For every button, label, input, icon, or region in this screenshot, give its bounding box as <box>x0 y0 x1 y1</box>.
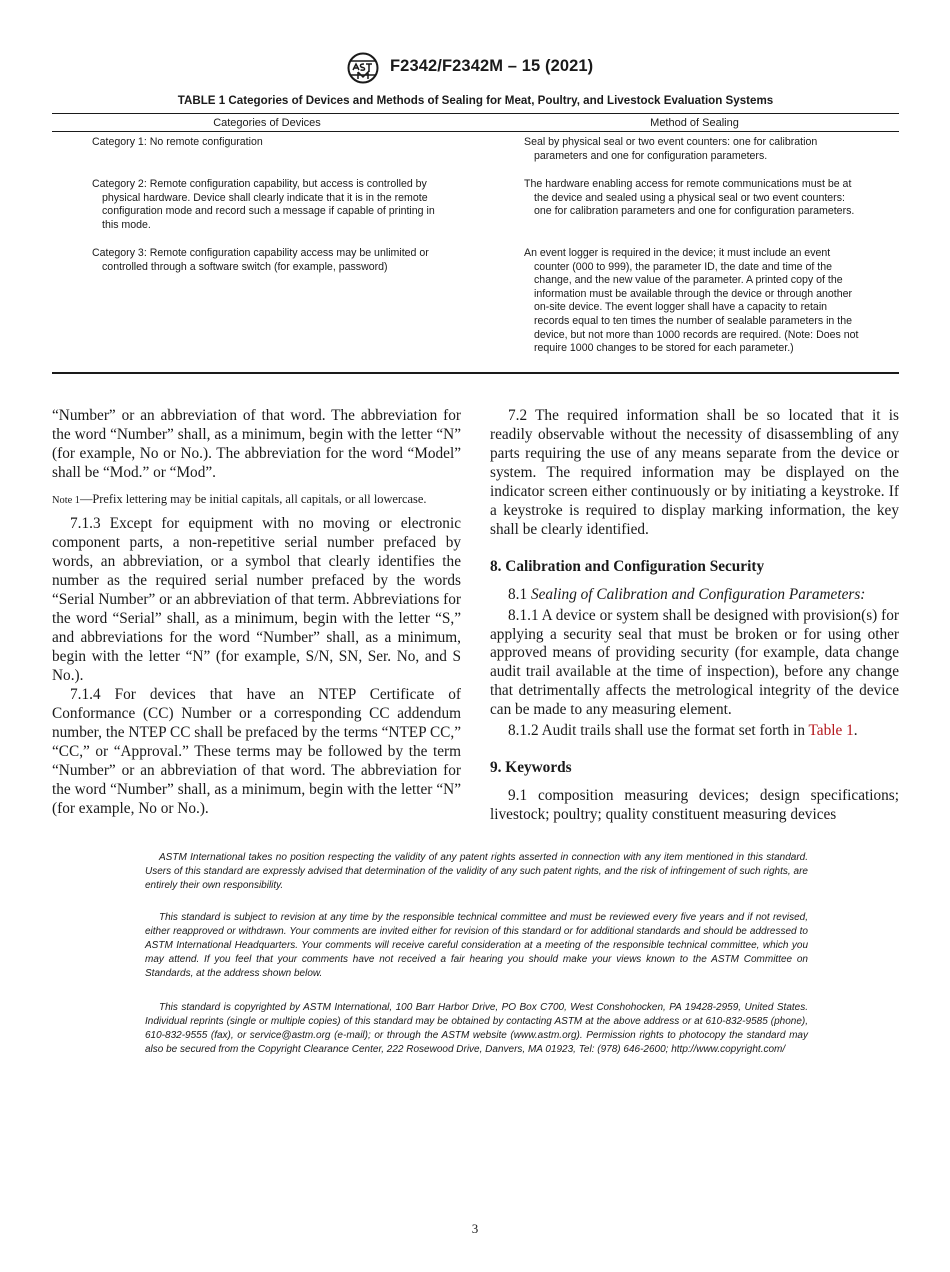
table-header-categories: Categories of Devices <box>213 117 321 129</box>
table-top-rule <box>52 113 899 114</box>
section-8-heading: 8. Calibration and Configuration Security <box>490 557 765 575</box>
note-1 <box>52 492 461 509</box>
table-cell-category-3: Category 3: Remote configuration capability access may be unlimited or controlled through a software switch (for example, password) <box>92 247 429 273</box>
paragraph-7-1-4: 7.1.4 For devices that have an NTEP Certificate of Conformance (CC) Number or a corresponding CC addendum number, the NTEP CC shall be prefaced by the terms “NTEP CC,” “CC,” or “Approval.” These terms may be followed by the term “Number” or an abbreviation of that word. The abbreviation for the word “Number” shall, as a minimum, begin with the letter “N” (for example, No or No.). <box>52 685 461 817</box>
note-text: —Prefix lettering may be initial capitals, all capitals, or all lowercase. <box>80 491 427 506</box>
table-cell-method-1: Seal by physical seal or two event counters: one for calibration parameters and one for configuration parameters. <box>524 136 818 162</box>
paragraph-7-1-3: 7.1.3 Except for equipment with no moving or electronic component parts, a non-repetitive serial number prefaced by words, an abbreviation, or a symbol that clearly identifies the number as the required serial number prefaced by the words “Serial Number” or an abbreviation of that term. Abbreviations for the word “Serial” shall, as a minimum, begin with the letter “S,” and abbreviations for the word “Number” shall, as a minimum, begin with the letter “N” (for example, S/N, SN, Ser. No, and S No.). <box>52 515 461 684</box>
table-cell-method-2: The hardware enabling access for remote communications must be at the device and sealed using a physical seal or two event counters: one for calibration parameters and one for configuration parameters. <box>524 178 855 218</box>
paragraph-8-1-number: 8.1 <box>508 585 528 603</box>
paragraph-9-1: 9.1 composition measuring devices; design specifications; livestock; poultry; quality constituent measuring devices <box>490 787 899 824</box>
left-column <box>52 407 461 819</box>
paragraph-8-1-2-text: 8.1.2 Audit trails shall use the format set forth in <box>508 722 805 740</box>
table-header-rule <box>52 131 899 132</box>
notice-revision: This standard is subject to revision at any time by the responsible technical committee and must be reviewed every five years and if not revised, either reapproved or withdrawn. Your comments are invited either for revision of this standard or for additional standards and should be addressed to ASTM International Headquarters. Your comments will receive careful consideration at a meeting of the responsible technical committee, which you may attend. If you feel that your comments have not received a fair hearing you should make your views known to the ASTM Committee on Standards, at the address shown below. <box>145 912 808 979</box>
table-cell-category-1: Category 1: No remote configuration <box>92 136 263 148</box>
section-9-heading: 9. Keywords <box>490 759 572 777</box>
page-header <box>0 52 950 86</box>
paragraph-continued: “Number” or an abbreviation of that word. The abbreviation for the word “Number” shall, as a minimum, begin with the letter “N” (for example, No or No.). The abbreviation for the word “Model” shall be “Mod.” or “Mod”. <box>52 407 461 481</box>
table-header-method: Method of Sealing <box>650 117 739 129</box>
table-1-link[interactable]: Table 1 <box>808 722 854 740</box>
paragraph-7-2: 7.2 The required information shall be so located that it is readily observable without the necessity of disassembling of any parts requiring the use of any means separate from the device or system. The required information may be displayed on the indicator screen either continuously or by initiating a keystroke. If a keystroke is required to display marking information, the key shall be clearly identified. <box>490 407 899 538</box>
right-column <box>490 407 899 825</box>
paragraph-8-1-2-end: . <box>853 722 858 740</box>
table-caption: TABLE 1 Categories of Devices and Methods of Sealing for Meat, Poultry, and Livestock Evaluation Systems <box>177 94 774 107</box>
table-bottom-rule <box>52 372 899 374</box>
document-title: F2342/F2342M – 15 (2021) <box>390 57 594 75</box>
paragraph-8-1 <box>490 586 899 605</box>
table-cell-category-2: Category 2: Remote configuration capability, but access is controlled by physical hardware. Device shall clearly indicate that it is in the remote configuration mode and record such a message if capable of printing in this mode. <box>92 178 435 231</box>
astm-logo-icon <box>344 52 382 84</box>
notice-patent: ASTM International takes no position respecting the validity of any patent rights asserted in connection with any item mentioned in this standard. Users of this standard are expressly advised that determination of the validity of any such patent rights, and the risk of infringement of such rights, are entirely their own responsibility. <box>145 852 808 891</box>
paragraph-8-1-1: 8.1.1 A device or system shall be designed with provision(s) for applying a security seal that must be broken or for using other approved means of providing security (for example, data change audit trail available at the time of inspection), before any change that detrimentally affects the metrological integrity of the device can be made to any measuring element. <box>490 606 899 719</box>
paragraph-8-1-2 <box>490 722 899 741</box>
note-label: Note 1 <box>52 494 80 506</box>
paragraph-8-1-title: Sealing of Calibration and Configuration Parameters: <box>530 585 866 603</box>
page-number: 3 <box>471 1221 479 1236</box>
table-cell-method-3: An event logger is required in the device; it must include an event counter (000 to 999), the parameter ID, the date and time of the change, and the new value of the parameter. A printed copy of the information must be available through the device or through another on-site device. The event logger shall have a capacity to retain records equal to ten times the number of sealable parameters in the device, but not more than 1000 records are required. (Note: Does not require 1000 changes to be stored for each parameter.) <box>524 247 859 355</box>
notice-copyright: This standard is copyrighted by ASTM International, 100 Barr Harbor Drive, PO Box C700, West Conshohocken, PA 19428-2959, United States. Individual reprints (single or multiple copies) of this standard may be obtained by contacting ASTM at the above address or at 610-832-9585 (phone), 610-832-9555 (fax), or service@astm.org (e-mail); or through the ASTM website (www.astm.org). Permission rights to photocopy the standard may also be secured from the Copyright Clearance Center, 222 Rosewood Drive, Danvers, MA 01923, Tel: (978) 646-2600; http://www.copyright.com/ <box>145 1002 808 1055</box>
